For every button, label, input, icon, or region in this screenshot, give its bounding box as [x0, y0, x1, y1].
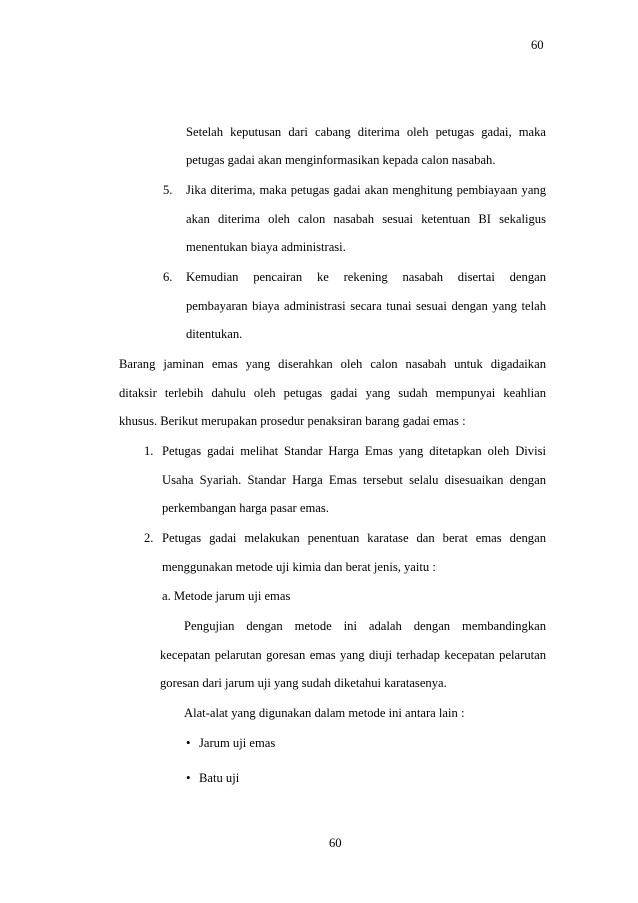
sub-item-a-line-1: Pengujian dengan metode ini adalah dengan membandingkan [184, 619, 546, 633]
sub-item-a-heading: a. Metode jarum uji emas [162, 589, 291, 603]
step-6-line-2: pembayaran biaya administrasi secara tunai sesuai dengan yang telah [186, 299, 546, 313]
tool-item: Jarum uji emas [199, 736, 276, 750]
step-6-line-3: ditentukan. [186, 327, 243, 341]
bullet-icon: • [186, 770, 191, 785]
step-5-line-1: Jika diterima, maka petugas gadai akan menghitung pembiayaan yang [186, 183, 546, 197]
sub-item-a-line-3: goresan dari jarum uji yang sudah diketahui karatasenya. [160, 676, 447, 690]
continuation-line-2: petugas gadai akan menginformasikan kepada calon nasabah. [186, 153, 496, 167]
item-2-line-1: Petugas gadai melakukan penentuan karatase dan berat emas dengan [162, 531, 546, 545]
item-1-number: 1. [144, 444, 154, 458]
paragraph-line-1: Barang jaminan emas yang diserahkan oleh calon nasabah untuk digadaikan [119, 357, 546, 371]
item-1-line-1: Petugas gadai melihat Standar Harga Emas yang ditetapkan oleh Divisi [162, 444, 546, 458]
step-6-number: 6. [163, 270, 173, 284]
step-5-line-3: menentukan biaya administrasi. [186, 240, 346, 254]
paragraph-line-3: khusus. Berikut merupakan prosedur penaksiran barang gadai emas : [119, 414, 466, 428]
item-1-line-3: perkembangan harga pasar emas. [162, 501, 329, 515]
step-6-line-1: Kemudian pencairan ke rekening nasabah disertai dengan [186, 270, 546, 284]
page-number-bottom: 60 [329, 836, 342, 850]
continuation-line-1: Setelah keputusan dari cabang diterima oleh petugas gadai, maka [186, 125, 546, 139]
item-1-line-2: Usaha Syariah. Standar Harga Emas tersebut selalu disesuaikan dengan [162, 473, 546, 487]
step-5-line-2: akan diterima oleh calon nasabah sesuai ketentuan BI sekaligus [186, 212, 546, 226]
page-number-top: 60 [531, 38, 544, 52]
paragraph-line-2: ditaksir terlebih dahulu oleh petugas gadai yang sudah mempunyai keahlian [119, 386, 546, 400]
item-2-number: 2. [144, 531, 154, 545]
tool-item: Batu uji [199, 771, 240, 785]
tools-intro: Alat-alat yang digunakan dalam metode ini antara lain : [184, 706, 465, 720]
sub-item-a-line-2: kecepatan pelarutan goresan emas yang diuji terhadap kecepatan pelarutan [160, 648, 546, 662]
bullet-icon: • [186, 735, 191, 750]
step-5-number: 5. [163, 183, 173, 197]
item-2-line-2: menggunakan metode uji kimia dan berat jenis, yaitu : [162, 560, 436, 574]
